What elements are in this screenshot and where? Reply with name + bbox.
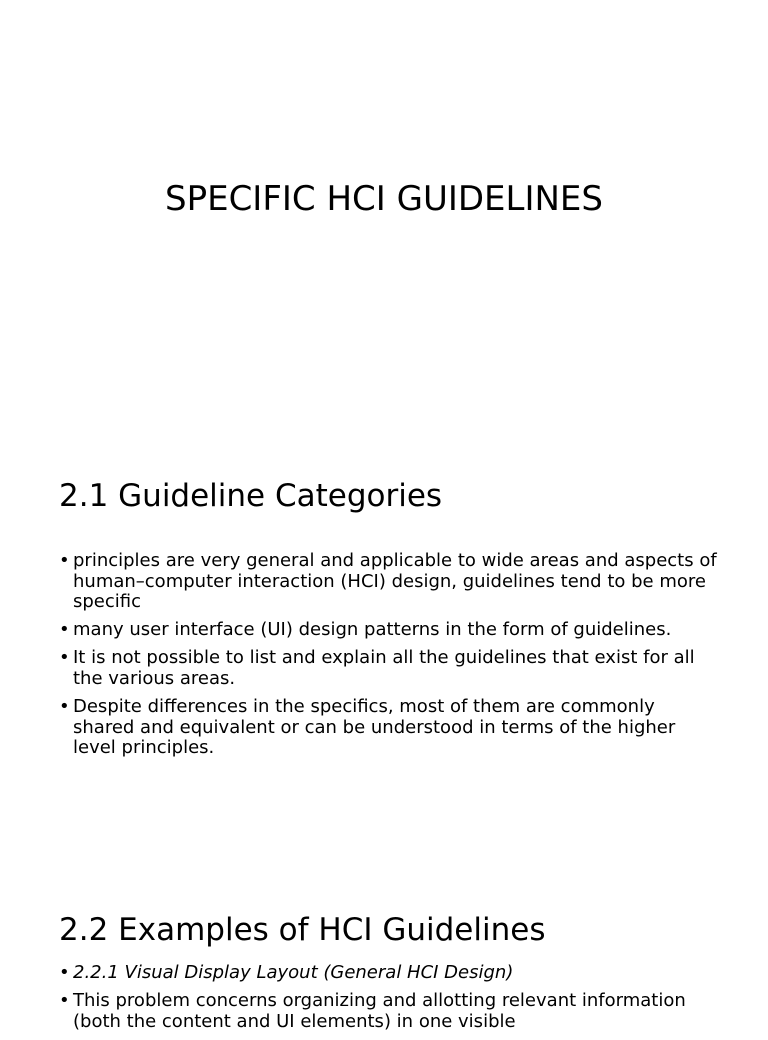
bullet-item	[59, 620, 719, 641]
bullet-item	[59, 991, 719, 1032]
section-heading: 2.2 Examples of HCI Guidelines	[59, 912, 546, 948]
bullet-text: It is not possible to list and explain all the guidelines that exist for all the various areas.	[73, 647, 695, 689]
bullet-icon: •	[59, 550, 70, 571]
bullet-item	[59, 697, 719, 759]
bullet-item	[59, 963, 719, 984]
section-heading: 2.1 Guideline Categories	[59, 478, 443, 514]
bullet-icon: •	[59, 696, 70, 718]
slide-title: SPECIFIC HCI GUIDELINES	[165, 179, 603, 219]
bullet-list	[59, 963, 719, 1040]
bullet-item	[59, 551, 719, 613]
bullet-list	[59, 551, 719, 766]
bullet-item	[59, 648, 719, 689]
bullet-icon: •	[59, 962, 70, 983]
bullet-text: 2.2.1 Visual Display Layout (General HCI Design)	[73, 962, 514, 983]
bullet-icon: •	[59, 619, 70, 641]
bullet-text: many user interface (UI) design patterns in the form of guidelines.	[73, 619, 672, 641]
bullet-text: principles are very general and applicable to wide areas and aspects of human–computer interaction (HCI) design, guidelines tend to be more specific	[73, 550, 717, 613]
bullet-text: Despite differences in the specifics, most of them are commonly shared and equivalent or can be understood in terms of the higher level principles.	[73, 696, 676, 759]
bullet-icon: •	[59, 990, 70, 1012]
bullet-text: This problem concerns organizing and allotting relevant information (both the content and UI elements) in one visible	[73, 990, 686, 1032]
bullet-icon: •	[59, 647, 70, 669]
